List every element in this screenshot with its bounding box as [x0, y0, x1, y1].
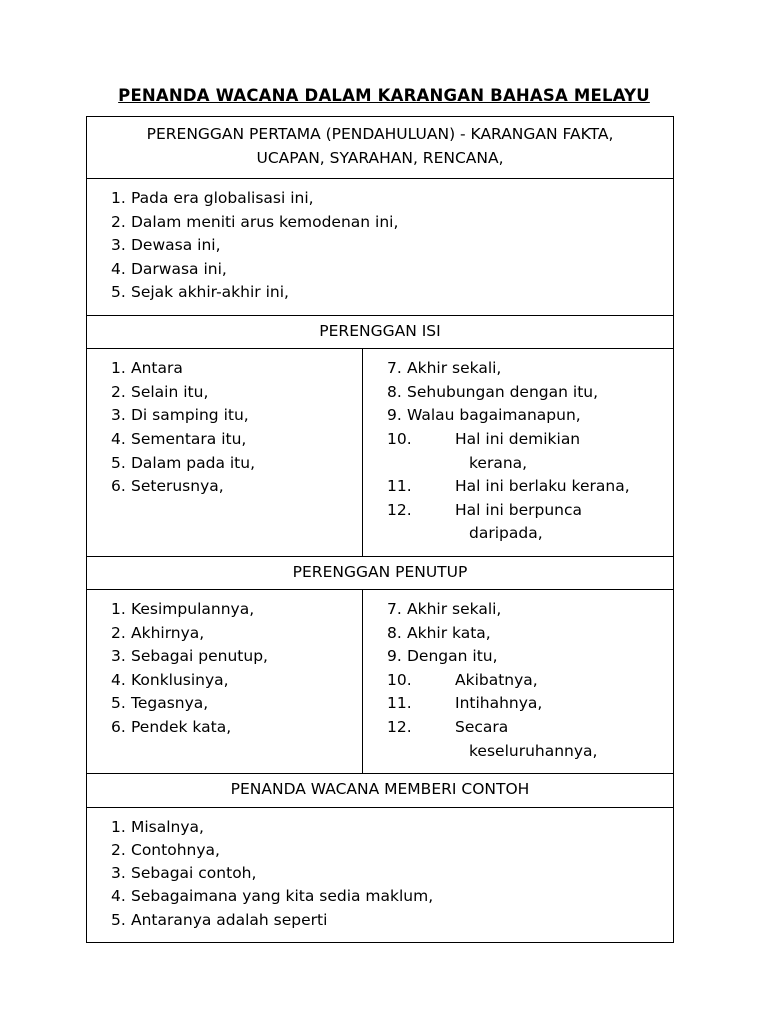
page-title: PENANDA WACANA DALAM KARANGAN BAHASA MELAYU [118, 86, 650, 105]
list-item-number: 4. [111, 430, 126, 449]
list-item-number: 6. [111, 718, 126, 737]
list-item-number: 2. [111, 382, 126, 401]
list-item [111, 381, 352, 405]
list-item-label: Sementara itu, [131, 430, 247, 449]
list-item-number: 5. [111, 283, 126, 302]
list-item [111, 816, 663, 839]
list-item-number: 1. [111, 817, 126, 836]
list-item-continuation: daripada, [469, 524, 543, 543]
section-header-perenggan-penutup: PERENGGAN PENUTUP [87, 557, 673, 591]
penanda-wacana-table [86, 116, 674, 943]
list-item-number: 3. [111, 236, 126, 255]
list-item [387, 428, 663, 475]
list-item [111, 716, 352, 740]
section-header-pendahuluan [87, 117, 673, 179]
list-item-number: 1. [111, 600, 126, 619]
memberi-contoh-list [87, 808, 673, 942]
perenggan-isi-right-list [363, 349, 673, 555]
list-item-label: Contohnya, [131, 840, 220, 859]
list-item-label [455, 716, 663, 763]
list-item-label: Akhir kata, [407, 623, 491, 642]
list-item [111, 281, 663, 305]
perenggan-penutup-columns [87, 590, 673, 774]
list-item-number: 11. [387, 694, 412, 713]
section-header-perenggan-isi: PERENGGAN ISI [87, 316, 673, 350]
list-item-number: 12. [387, 500, 412, 519]
list-item-label: Dalam pada itu, [131, 453, 255, 472]
list-item [111, 885, 663, 908]
list-item [111, 234, 663, 258]
list-item-number: 5. [111, 694, 126, 713]
list-item-label: Sebagai penutup, [131, 647, 268, 666]
list-item-text: Hal ini berpunca [455, 500, 583, 519]
list-item-label: Walau bagaimanapun, [407, 406, 581, 425]
list-item-label: Misalnya, [131, 817, 204, 836]
list-item-number: 1. [111, 359, 126, 378]
list-item-label: Akhirnya, [131, 623, 205, 642]
section-header-memberi-contoh: PENANDA WACANA MEMBERI CONTOH [87, 774, 673, 808]
list-item-number: 10. [387, 430, 412, 449]
list-item [111, 645, 352, 669]
list-item-number: 4. [111, 670, 126, 689]
list-item-label: Sebagai contoh, [131, 864, 257, 883]
list-item-label: Pendek kata, [131, 718, 232, 737]
list-item-text: Secara [455, 718, 509, 737]
list-item [387, 716, 663, 763]
list-item-label: Seterusnya, [131, 477, 224, 496]
list-item-label: Dalam meniti arus kemodenan ini, [131, 212, 399, 231]
list-item-label: Tegasnya, [131, 694, 209, 713]
list-item-number: 12. [387, 718, 412, 737]
list-item-label: Sebagaimana yang kita sedia maklum, [131, 887, 434, 906]
list-item [111, 404, 352, 428]
pendahuluan-header-line-1: PERENGGAN PERTAMA (PENDAHULUAN) - KARANGAN FAKTA, [146, 125, 614, 143]
list-item-number: 6. [111, 477, 126, 496]
list-item [111, 909, 663, 932]
list-item-number: 5. [111, 910, 126, 929]
list-item-label: Akibatnya, [455, 670, 538, 689]
list-item [111, 669, 352, 693]
list-item-number: 2. [111, 623, 126, 642]
list-item-label: Konklusinya, [131, 670, 229, 689]
list-item [111, 839, 663, 862]
list-item [111, 258, 663, 282]
list-item-label: Selain itu, [131, 382, 209, 401]
perenggan-penutup-right-list [363, 590, 673, 773]
list-item-number: 3. [111, 406, 126, 425]
list-item-label [455, 499, 663, 546]
list-item-label: Sehubungan dengan itu, [407, 382, 599, 401]
list-item [111, 452, 352, 476]
list-item [387, 622, 663, 646]
list-item [111, 622, 352, 646]
list-item-number: 1. [111, 189, 126, 208]
list-item-number: 7. [387, 359, 402, 378]
list-item-number: 3. [111, 864, 126, 883]
list-item [111, 692, 352, 716]
list-item [387, 404, 663, 428]
list-item-label: Antaranya adalah seperti [131, 910, 328, 929]
list-item [387, 692, 663, 716]
list-item-continuation: keseluruhannya, [469, 741, 598, 760]
list-item [111, 187, 663, 211]
list-item [387, 381, 663, 405]
list-item-label: Antara [131, 359, 183, 378]
list-item-number: 4. [111, 259, 126, 278]
list-item [111, 357, 352, 381]
list-item [111, 211, 663, 235]
list-item-continuation: kerana, [469, 453, 528, 472]
list-item-label: Dengan itu, [407, 647, 498, 666]
list-item [111, 475, 352, 499]
list-item-number: 4. [111, 887, 126, 906]
list-item-label: Hal ini berlaku kerana, [455, 477, 630, 496]
perenggan-isi-columns [87, 349, 673, 556]
list-item [387, 645, 663, 669]
list-item [387, 499, 663, 546]
list-item-label: Darwasa ini, [131, 259, 227, 278]
list-item-number: 11. [387, 477, 412, 496]
list-item-number: 2. [111, 840, 126, 859]
list-item-number: 9. [387, 406, 402, 425]
list-item-number: 8. [387, 382, 402, 401]
list-item-number: 10. [387, 670, 412, 689]
list-item-label: Kesimpulannya, [131, 600, 255, 619]
list-item [111, 428, 352, 452]
list-item-number: 2. [111, 212, 126, 231]
list-item [387, 475, 663, 499]
list-item-label: Pada era globalisasi ini, [131, 189, 314, 208]
list-item-label: Dewasa ini, [131, 236, 221, 255]
list-item-text: Hal ini demikian [455, 430, 581, 449]
perenggan-penutup-left-list [87, 590, 363, 773]
list-item-number: 5. [111, 453, 126, 472]
list-item [387, 598, 663, 622]
pendahuluan-header-line-2: UCAPAN, SYARAHAN, RENCANA, [256, 148, 504, 167]
list-item-label: Di samping itu, [131, 406, 249, 425]
list-item [111, 598, 352, 622]
list-item-label: Akhir sekali, [407, 359, 502, 378]
pendahuluan-list [87, 179, 673, 316]
perenggan-isi-left-list [87, 349, 363, 555]
list-item-label: Sejak akhir-akhir ini, [131, 283, 289, 302]
list-item-label: Intihahnya, [455, 694, 543, 713]
list-item [387, 357, 663, 381]
list-item-number: 9. [387, 647, 402, 666]
list-item-number: 3. [111, 647, 126, 666]
list-item-number: 7. [387, 600, 402, 619]
list-item-label [455, 428, 663, 475]
list-item [111, 862, 663, 885]
list-item [387, 669, 663, 693]
list-item-number: 8. [387, 623, 402, 642]
list-item-label: Akhir sekali, [407, 600, 502, 619]
